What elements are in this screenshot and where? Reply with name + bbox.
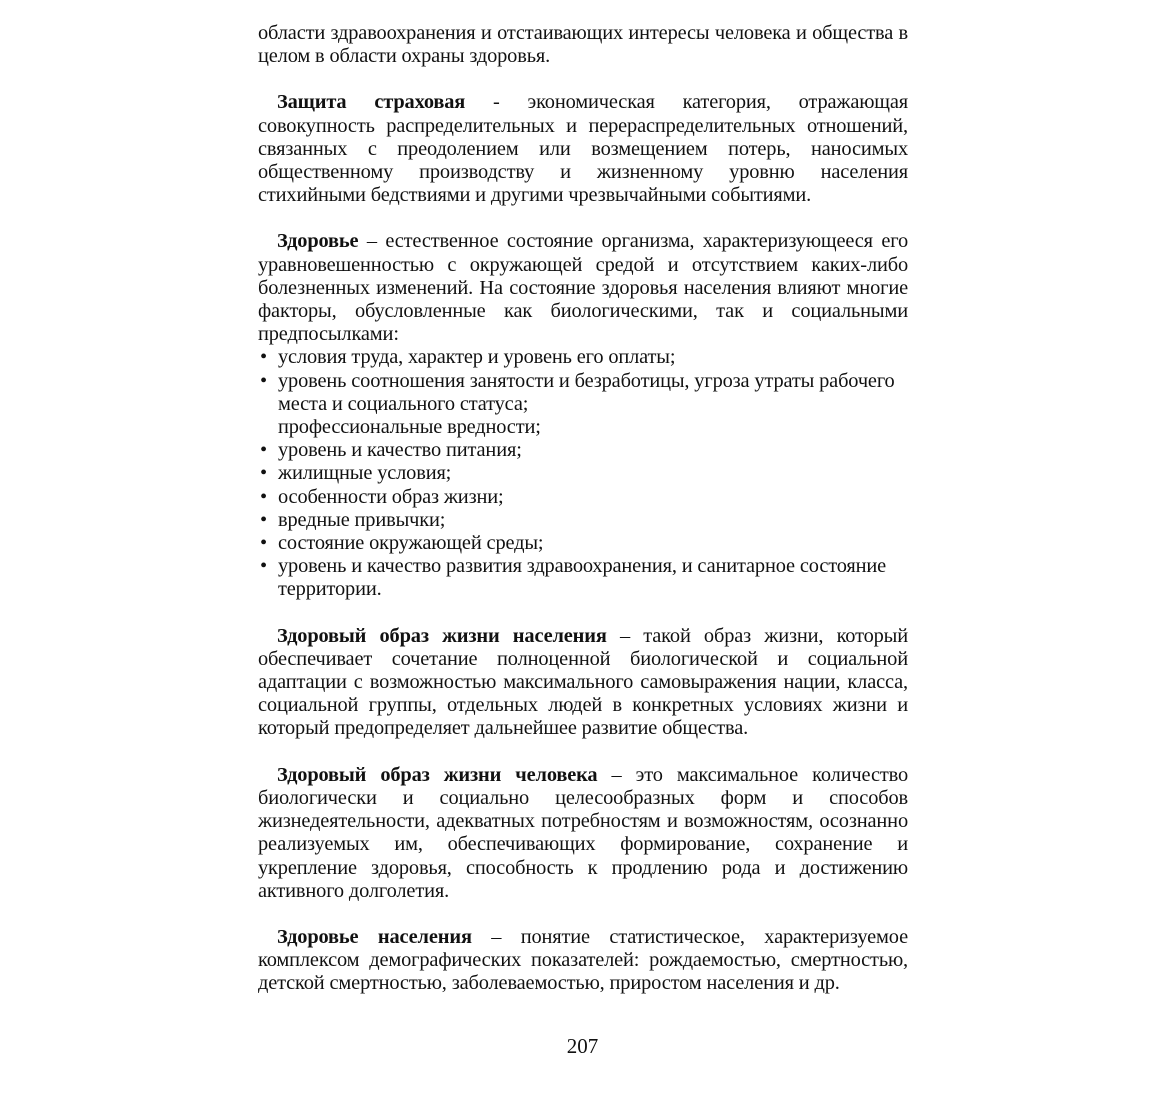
bullet-icon: •: [260, 555, 267, 578]
list-item: [258, 532, 908, 555]
entry-term: Здоровье: [277, 230, 359, 253]
bullet-icon: •: [260, 369, 267, 392]
bullet-icon: •: [260, 532, 267, 555]
list-item-text: условия труда, характер и уровень его оплаты;: [278, 346, 676, 369]
entry-definition: такой образ жизни, который обеспечивает сочетание полноценной биологической и социальной адаптации с возможностью максимального самовыражения нации, класса, социальной группы, отдельных людей в конкретных условиях жизни и который предопределяет дальнейшее развитие общества.: [258, 624, 908, 740]
paragraph-gap: [258, 741, 908, 764]
intro-fragment: области здравоохранения и отстаивающих интересы человека и общества в целом в области охраны здоровья.: [258, 22, 908, 68]
entry-healthy-lifestyle-person: [258, 764, 908, 903]
bullet-icon: •: [260, 346, 267, 369]
list-item: [258, 439, 908, 462]
entry-separator: –: [471, 925, 521, 948]
bullet-icon: •: [260, 485, 267, 508]
book-page: [258, 22, 908, 996]
list-item: [258, 346, 908, 369]
list-item: [258, 555, 908, 601]
list-item-text: вредные привычки;: [278, 508, 446, 531]
entry-term: Защита страховая: [277, 91, 466, 114]
paragraph-gap: [258, 68, 908, 91]
list-item-text: уровень соотношения занятости и безработицы, угроза утраты рабочего места и социального статуса;: [278, 369, 895, 415]
list-item: [258, 416, 908, 439]
health-factors-list: [258, 346, 908, 601]
entry-population-health: [258, 926, 908, 996]
bullet-icon: •: [260, 508, 267, 531]
entry-healthy-lifestyle-population: [258, 625, 908, 741]
list-item-text: уровень и качество питания;: [278, 439, 522, 462]
entry-insurance-protection: [258, 91, 908, 207]
entry-separator: –: [597, 763, 636, 786]
entry-health: [258, 230, 908, 346]
paragraph-gap: [258, 903, 908, 926]
entry-separator: –: [358, 230, 386, 253]
list-item-text: состояние окружающей среды;: [278, 532, 544, 555]
bullet-icon: •: [260, 462, 267, 485]
entry-term: Здоровье населения: [277, 925, 472, 948]
list-item: [258, 370, 908, 416]
page-number: 207: [566, 1034, 599, 1058]
list-item-text: особенности образ жизни;: [278, 485, 504, 508]
bullet-icon: •: [260, 439, 267, 462]
entry-definition: это максимальное количество биологически и социально целесообразных форм и способов жизнедеятельности, адекватных потребностям и возможностям, осознанно реализуемых им, обеспечивающих формирование, сохранение и укрепление здоровья, способность к продлению рода и достижению активного долголетия.: [258, 763, 908, 902]
entry-definition: естественное состояние организма, характеризующееся его уравновешенностью с окружающей средой и отсутствием каких-либо болезненных изменений. На состояние здоровья населения влияют многие факторы, обусловленные как биологическими, так и социальными предпосылками:: [258, 230, 908, 346]
entry-separator: -: [465, 91, 528, 114]
paragraph-gap: [258, 602, 908, 625]
entry-term: Здоровый образ жизни населения: [277, 624, 607, 647]
list-item-text: жилищные условия;: [278, 462, 452, 485]
paragraph-gap: [258, 207, 908, 230]
list-item: [258, 462, 908, 485]
list-item: [258, 486, 908, 509]
entry-term: Здоровый образ жизни человека: [277, 763, 598, 786]
list-item-text: профессиональные вредности;: [278, 416, 541, 439]
list-item: [258, 509, 908, 532]
entry-separator: –: [606, 624, 644, 647]
entry-definition: экономическая категория, отражающая совокупность распределительных и перераспределительных отношений, связанных с преодолением или возмещением потерь, наносимых общественному производству и жизненному уровню населения стихийными бедствиями и другими чрезвычайными событиями.: [258, 91, 908, 207]
list-item-text: уровень и качество развития здравоохранения, и санитарное состояние территории.: [278, 555, 887, 601]
entry-definition: понятие статистическое, характеризуемое комплексом демографических показателей: рождаемостью, смертностью, детской смертностью, заболеваемостью, приростом населения и др.: [258, 925, 908, 995]
